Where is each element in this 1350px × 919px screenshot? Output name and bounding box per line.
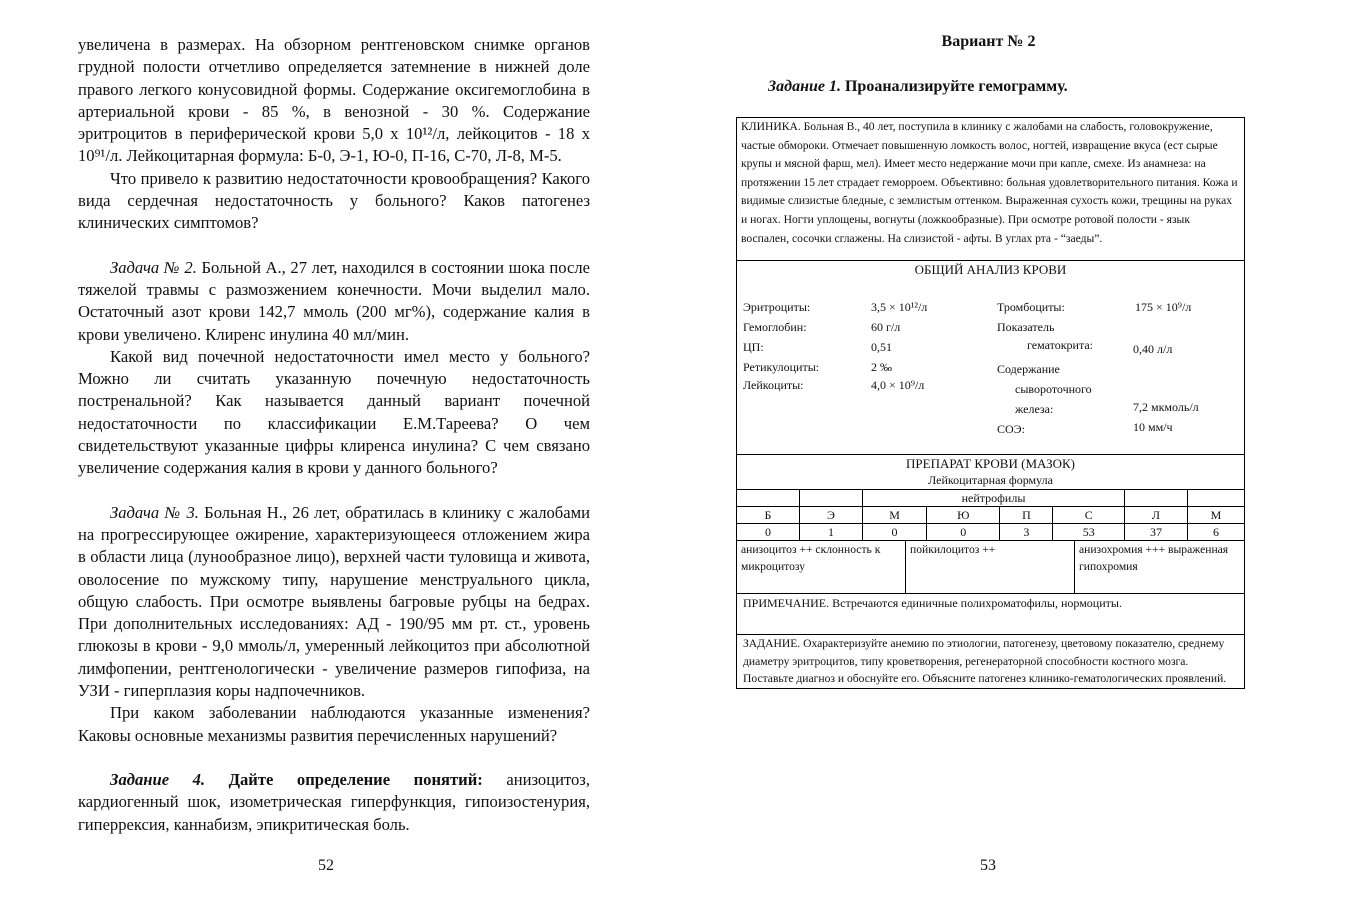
task-2-questions: Какой вид почечной недостаточности имел место у больного? Можно ли считать указанную почечную недостаточность постренальной? Как называется данный вариант почечной недостаточности по классификации Е.М.Тареева? О чем свидетельствуют указанные цифры клиренса инулина? С чем связано увеличение содержания калия в крови у данного больного? <box>78 346 590 478</box>
task-3-label: Задача № 3. <box>110 502 199 522</box>
leukocyte-formula-title: Лейкоцитарная формула <box>928 473 1053 487</box>
note-anisocytosis: анизоцитоз ++ склонность к микроцитозу <box>737 541 906 593</box>
smear-title: ПРЕПАРАТ КРОВИ (МАЗОК) <box>906 456 1075 471</box>
paragraph-questions-1: Что привело к развитию недостаточности кровообращения? Какого вида сердечная недостаточность у больного? Каков патогенез клинических симптомов? <box>78 168 590 233</box>
header-cell: М <box>1188 507 1245 524</box>
hematocrit-value: 0,40 л/л <box>1133 342 1173 356</box>
hemoglobin-value: 60 г/л <box>871 320 901 334</box>
task-3-text: Больная Н., 26 лет, обратилась в клинику с жалобами на прогрессирующее ожирение, характеризующееся отложением жира в области лица (лунообразное лицо), верхней части туловища и живота, оволосение по мужскому типу, нарушение менструального цикла, общую слабость. При осмотре выявлены багровые рубцы на бедрах. При дополнительных исследованиях: АД - 190/95 мм рт. ст., уровень глюкозы в крови - 9,0 ммоль/л, умеренный лейкоцитоз при абсолютной лимфопении, рентгенологически - увеличение размеров гипофиза, на УЗИ - гиперплазия коры надпочечников. <box>78 502 590 701</box>
note-poikilocytosis: пойкилоцитоз ++ <box>906 541 1075 593</box>
right-page <box>675 0 1350 919</box>
hemogram-box <box>736 117 1245 689</box>
color-index-value: 0,51 <box>871 340 892 354</box>
remark-section: ПРИМЕЧАНИЕ. Встречаются единичные полихроматофилы, нормоциты. <box>737 594 1244 635</box>
leukocytes-label: Лейкоциты: <box>743 378 804 392</box>
page-number-left: 52 <box>318 857 334 874</box>
blood-analysis-section <box>737 261 1244 455</box>
header-cell: Э <box>800 507 863 524</box>
task-4-text: анизоцитоз, кардиогенный шок, изометрическая гиперфункция, гипоизостенурия, гиперрексия, каннабизм, эпикритическая боль. <box>78 769 591 834</box>
clinic-section: КЛИНИКА. Больная В., 40 лет, поступила в клинику с жалобами на слабость, головокружение, частые обмороки. Отмечает повышенную ломкость волос, ногтей, извращение вкуса (ест сырые крупы и мясной фарш, мел). Имеет место недержание мочи при капле, смехе. Из анамнеза: на протяжении 15 лет страдает геморроем. Объективно: больная удовлетворительного питания. Кожа и видимые слизистые бледные, с землистым оттенком. Выраженная сухость кожи, трещины на руках и ногах. Ногти уплощены, вогнуты (ложкообразные). При осмотре ротовой полости - язык воспален, сосочки сглажены. На слизистой - афты. В углах рта - “заеды”. <box>737 118 1244 261</box>
header-cell: П <box>1000 507 1053 524</box>
erythrocytes-value: 3,5 × 10¹²/л <box>871 300 928 314</box>
header-cell: М <box>863 507 927 524</box>
header-cell: С <box>1053 507 1125 524</box>
hemoglobin-label: Гемоглобин: <box>743 320 807 334</box>
left-text-block <box>78 34 590 836</box>
header-cell: Л <box>1125 507 1188 524</box>
task-3-questions: При каком заболевании наблюдаются указанные изменения? Каковы основные механизмы развития перечисленных нарушений? <box>78 703 590 745</box>
table-row <box>737 507 1244 524</box>
task-1-heading <box>768 78 1068 96</box>
iron-label-3: железа: <box>1015 402 1054 416</box>
smear-heading <box>737 455 1244 489</box>
leukocyte-formula-table <box>737 489 1244 541</box>
value-cell: 1 <box>800 524 863 541</box>
esr-label: СОЭ: <box>997 422 1025 436</box>
task-4-label: Задание 4. <box>110 769 206 789</box>
hematocrit-label-2: гематокрита: <box>1027 338 1094 352</box>
morphology-notes <box>737 541 1244 594</box>
iron-value: 7,2 мкмоль/л <box>1133 400 1199 414</box>
paragraph-case-continuation: увеличена в размерах. На обзорном рентгеновском снимке органов грудной полости отчетливо определяется затемнение в нижней доле правого легкого конусовидной формы. Содержание оксигемоглобина в артериальной крови - 85 %, в венозной - 30 %. Содержание эритроцитов в периферической крови 5,0 х 10¹²/л, лейкоцитов - 18 х 10⁹¹/л. Лейкоцитарная формула: Б-0, Э-1, Ю-0, П-16, С-70, Л-8, М-5. <box>78 35 590 166</box>
task-3 <box>78 502 590 703</box>
table-row <box>737 524 1244 541</box>
value-cell: 37 <box>1125 524 1188 541</box>
blood-analysis-title: ОБЩИЙ АНАЛИЗ КРОВИ <box>914 262 1067 277</box>
value-cell: 53 <box>1053 524 1125 541</box>
hematocrit-label-1: Показатель <box>997 320 1055 334</box>
reticulocytes-label: Ретикулоциты: <box>743 360 820 374</box>
header-cell: Б <box>737 507 800 524</box>
header-cell: Ю <box>927 507 1000 524</box>
page-number-right: 53 <box>980 857 996 874</box>
reticulocytes-value: 2 ‰ <box>871 360 892 374</box>
iron-label-1: Содержание <box>997 362 1060 376</box>
task-4 <box>78 769 590 836</box>
color-index-label: ЦП: <box>743 340 764 354</box>
variant-title: Вариант № 2 <box>941 33 1036 50</box>
value-cell: 6 <box>1188 524 1245 541</box>
iron-label-2: сывороточного <box>1015 382 1092 396</box>
esr-value: 10 мм/ч <box>1133 420 1173 434</box>
task-1-text: Проанализируйте гемограмму. <box>840 78 1068 95</box>
task-4-heading: Дайте определение понятий: <box>205 769 483 789</box>
table-row <box>737 490 1244 507</box>
value-cell: 0 <box>927 524 1000 541</box>
platelets-value: 175 × 10⁹/л <box>1135 300 1192 314</box>
value-cell: 3 <box>1000 524 1053 541</box>
task-2-label: Задача № 2. <box>110 257 197 277</box>
erythrocytes-label: Эритроциты: <box>743 300 811 314</box>
value-cell: 0 <box>737 524 800 541</box>
task-2-text: Больной А., 27 лет, находился в состоянии шока после тяжелой травмы с размозжением конечности. Мочи выделил мало. Остаточный азот крови 142,7 ммоль (200 мг%), содержание калия в крови увеличено. Клиренс инулина 40 мл/мин. <box>78 257 590 344</box>
platelets-label: Тромбоциты: <box>997 300 1065 314</box>
neutrophils-header: нейтрофилы <box>863 490 1125 507</box>
task-2 <box>78 257 590 346</box>
leukocytes-value: 4,0 × 10⁹/л <box>871 378 925 392</box>
value-cell: 0 <box>863 524 927 541</box>
assignment-section: ЗАДАНИЕ. Охарактеризуйте анемию по этиологии, патогенезу, цветовому показателю, среднему диаметру эритроцитов, типу кроветворения, регенераторной способности костного мозга. Поставьте диагноз и обоснуйте его. Объясните патогенез клинико-гематологических проявлений. <box>743 637 1227 685</box>
note-anisochromia: анизохромия +++ выраженная гипохромия <box>1079 543 1229 573</box>
task-1-label: Задание 1. <box>768 78 841 95</box>
